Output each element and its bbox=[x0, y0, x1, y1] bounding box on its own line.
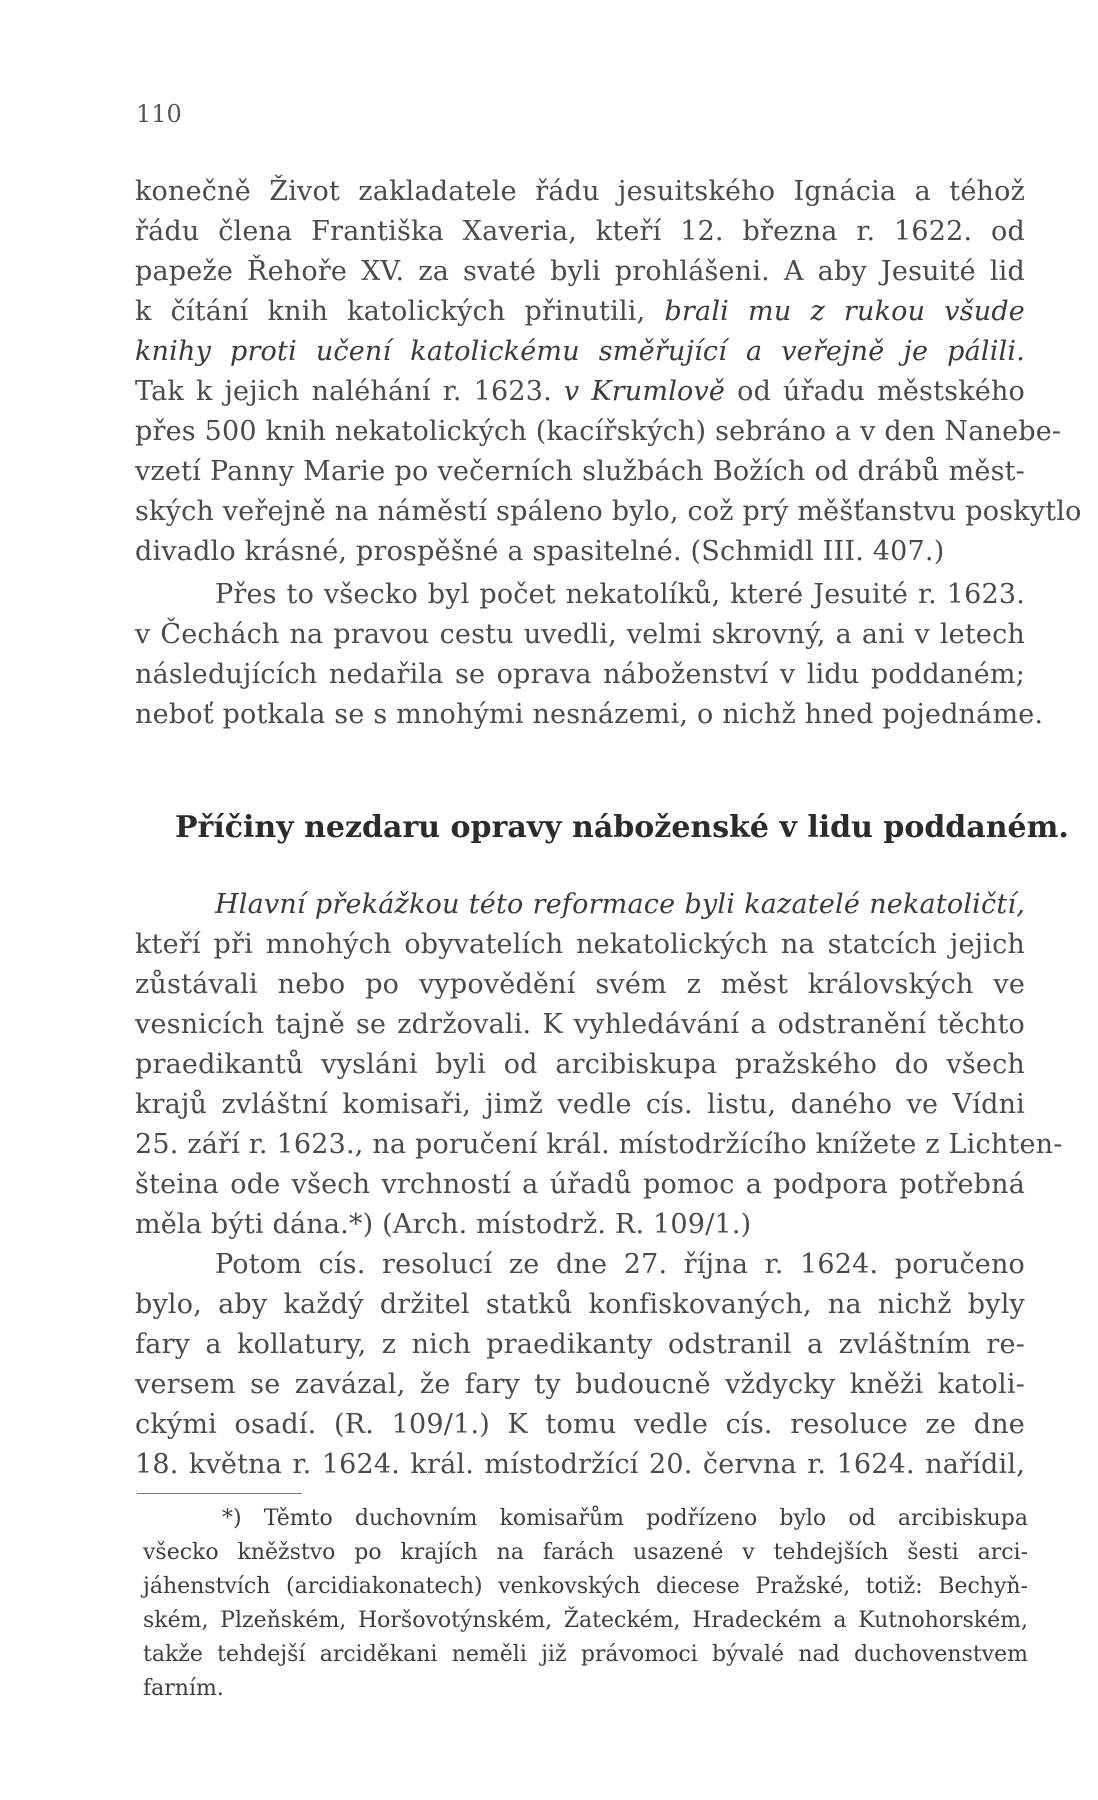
emphasis-text: v Krumlově bbox=[563, 376, 726, 407]
text-line: konečně Život zakladatele řádu jesuitského Ignácia a téhož bbox=[135, 176, 1025, 207]
text-line: měla býti dána.*) (Arch. místodrž. R. 109/1.) bbox=[135, 1209, 752, 1240]
text-line: neboť potkala se s mnohými nesnázemi, o nichž hned pojednáme. bbox=[135, 699, 1044, 730]
text-line: Přes to všecko byl počet nekatolíků, které Jesuité r. 1623. bbox=[215, 579, 1025, 610]
text-line: Potom cís. resolucí ze dne 27. října r. 1624. poručeno bbox=[215, 1249, 1025, 1280]
text-line: v Čechách na pravou cestu uvedli, velmi skrovný, a ani v letech bbox=[135, 619, 1025, 650]
footnote-line: *) Těmto duchovním komisařům podřízeno bylo od arcibiskupa bbox=[222, 1506, 1028, 1531]
text-line: zůstávali nebo po vypovědění svém z měst královských ve bbox=[135, 969, 1025, 1000]
text-line: krajů zvláštní komisaři, jimž vedle cís. listu, daného ve Vídni bbox=[135, 1089, 1025, 1120]
text-line: kteří při mnohých obyvatelích nekatolických na statcích jejich bbox=[135, 929, 1025, 960]
text-line: vzetí Panny Marie po večerních službách Božích od drábů měst- bbox=[135, 456, 1025, 487]
footnote-line: všecko kněžstvo po krajích na farách usazené v tehdejších šesti arci- bbox=[143, 1540, 1028, 1565]
footnote-line: jáhenstvích (arcidiakonatech) venkovských diecese Pražské, totiž: Bechyň- bbox=[143, 1574, 1028, 1599]
text-line: následujících nedařila se oprava náboženství v lidu poddaném; bbox=[135, 659, 1025, 690]
text-line: praedikantů vysláni byli od arcibiskupa pražského do všech bbox=[135, 1049, 1025, 1080]
text-line: bylo, aby každý držitel statků konfiskovaných, na nichž byly bbox=[135, 1289, 1025, 1320]
text-line: ckými osadí. (R. 109/1.) K tomu vedle cís. resoluce ze dne bbox=[135, 1409, 1025, 1440]
text-line: přes 500 knih nekatolických (kacířských) sebráno a v den Nanebe- bbox=[135, 416, 1062, 447]
text-line bbox=[215, 885, 1025, 925]
text-line: versem se zavázal, že fary ty budoucně vždycky kněži katoli- bbox=[135, 1369, 1025, 1400]
text-line: divadlo krásné, prospěšné a spasitelné. (Schmidl III. 407.) bbox=[135, 536, 945, 567]
text-line: šteina ode všech vrchností a úřadů pomoc a podpora potřebná bbox=[135, 1169, 1025, 1200]
section-heading: Příčiny nezdaru opravy náboženské v lidu poddaném. bbox=[175, 810, 1069, 845]
text-line: řádu člena Františka Xaveria, kteří 12. března r. 1622. od bbox=[135, 216, 1025, 247]
page-number: 110 bbox=[136, 100, 182, 128]
text-line: papeže Řehoře XV. za svaté byli prohlášeni. A aby Jesuité lid bbox=[135, 256, 1025, 287]
text-line: vesnicích tajně se zdržovali. K vyhledávání a odstranění těchto bbox=[135, 1009, 1025, 1040]
footnote-line: farním. bbox=[143, 1676, 224, 1701]
text-line: ských veřejně na náměstí spáleno bylo, což prý měšťanstvu poskytlo bbox=[135, 496, 1082, 527]
footnote-divider bbox=[137, 1493, 302, 1494]
emphasis-text: knihy proti učení katolickému směřující a veřejně je pálili. bbox=[135, 336, 1025, 367]
text-line bbox=[135, 332, 1025, 372]
emphasis-text: brali mu z rukou všude bbox=[664, 296, 1025, 327]
footnote-line: takže tehdejší arciděkani neměli již právomoci bývalé nad duchovenstvem bbox=[143, 1642, 1028, 1667]
text-line bbox=[135, 292, 1025, 332]
text-segment: k čítání knih katolických přinutili, bbox=[135, 296, 646, 327]
text-segment: Tak k jejich naléhání r. 1623. bbox=[135, 376, 552, 407]
emphasis-text: Hlavní překážkou této reformace byli kazatelé nekatoličtí, bbox=[215, 889, 1025, 920]
text-line bbox=[135, 372, 1025, 412]
text-line: 25. září r. 1623., na poručení král. místodržícího knížete z Lichten- bbox=[135, 1129, 1063, 1160]
footnote-line: ském, Plzeňském, Horšovotýnském, Žateckém, Hradeckém a Kutnohorském, bbox=[143, 1608, 1028, 1633]
text-line: 18. května r. 1624. král. místodržící 20. června r. 1624. nařídil, bbox=[135, 1449, 1025, 1480]
text-segment: od úřadu městského bbox=[737, 376, 1025, 407]
text-line: fary a kollatury, z nich praedikanty odstranil a zvláštním re- bbox=[135, 1329, 1025, 1360]
